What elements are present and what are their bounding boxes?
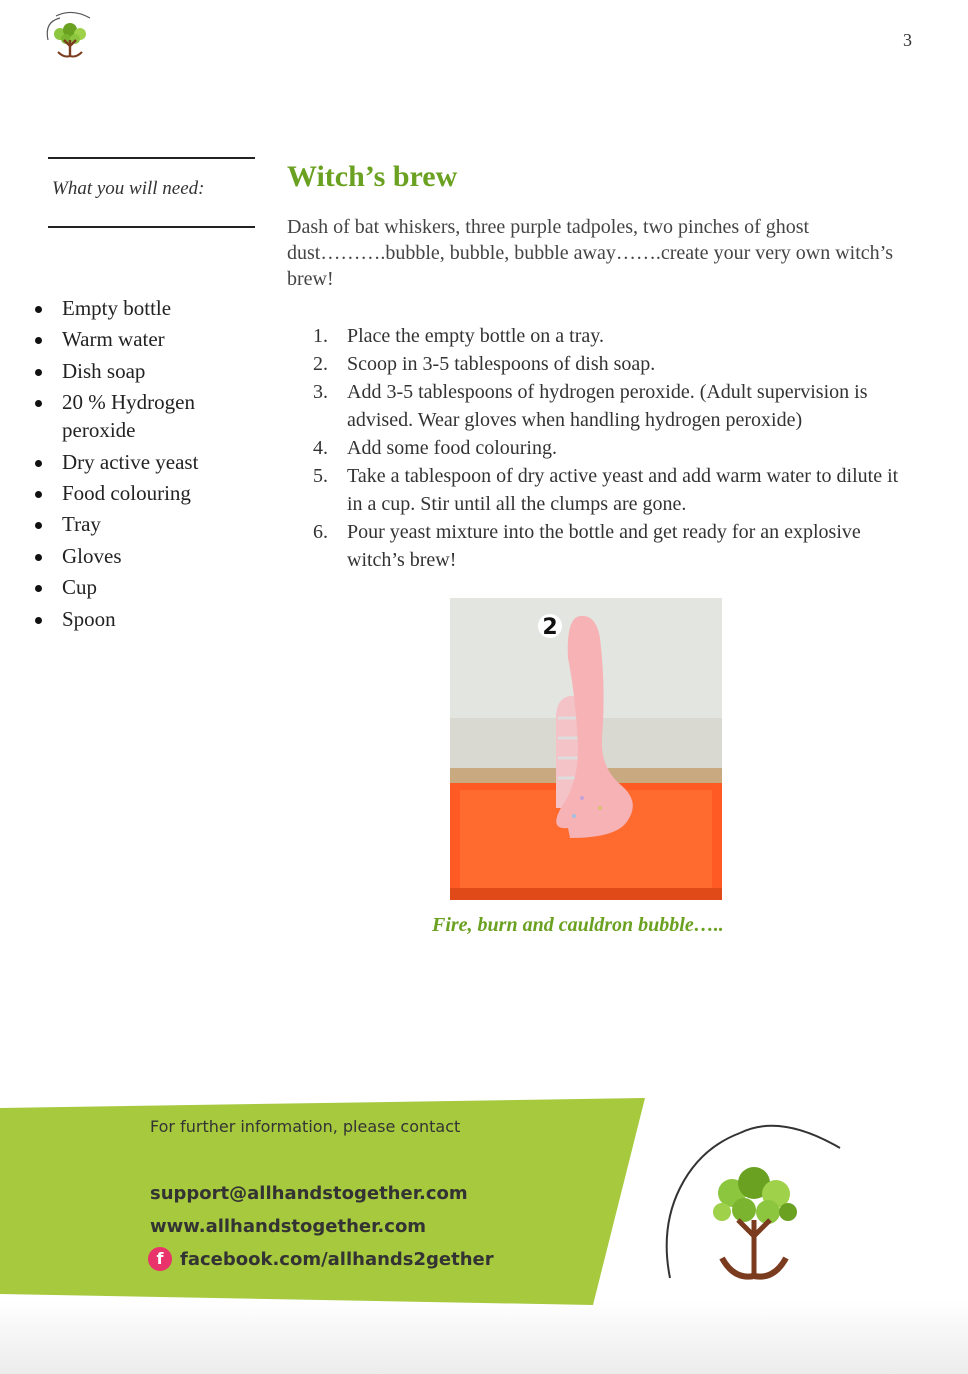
supply-item: 20 % Hydrogen peroxide (32, 388, 252, 444)
contact-website[interactable]: www.allhandstogether.com (150, 1216, 427, 1237)
step-item (313, 462, 913, 518)
step-item (313, 350, 913, 378)
step-text: Add some food colouring. (347, 437, 557, 459)
supply-item: Food colouring (32, 479, 252, 507)
step-text: Pour yeast mixture into the bottle and get ready for an explosive witch’s brew! (347, 521, 861, 571)
contact-facebook[interactable]: facebook.com/allhands2gether (180, 1249, 494, 1270)
header-logo (40, 8, 98, 62)
witches-brew-photo (450, 598, 722, 900)
supply-item: Empty bottle (32, 294, 252, 322)
supply-item: Tray (32, 510, 252, 538)
supplies-list (32, 294, 252, 636)
steps-list (313, 322, 913, 574)
step-text: Take a tablespoon of dry active yeast and add warm water to dilute it in a cup. Stir until all the clumps are gone. (347, 465, 899, 515)
facebook-icon: f (148, 1247, 172, 1271)
step-item (313, 378, 913, 434)
sidebar-top-rule (48, 157, 255, 159)
step-text: Add 3-5 tablespoons of hydrogen peroxide. (Adult supervision is advised. Wear gloves when handling hydrogen peroxide) (347, 381, 868, 431)
supply-item: Warm water (32, 325, 252, 353)
step-text: Place the empty bottle on a tray. (347, 325, 604, 347)
supply-item: Cup (32, 573, 252, 601)
supply-item: Gloves (32, 542, 252, 570)
step-number: 2. (313, 353, 328, 375)
page-title: Witch’s brew (287, 160, 458, 193)
step-item (313, 322, 913, 350)
sidebar-bottom-rule (48, 226, 255, 228)
photo-caption: Fire, burn and cauldron bubble….. (432, 914, 724, 936)
intro-paragraph: Dash of bat whiskers, three purple tadpoles, two pinches of ghost dust……….bubble, bubble, bubble away…….create your very own witch’s brew! (287, 216, 893, 290)
supply-item: Spoon (32, 605, 252, 633)
step-text: Scoop in 3-5 tablespoons of dish soap. (347, 353, 656, 375)
contact-heading: For further information, please contact (150, 1117, 461, 1136)
page-bottom-shade (0, 1300, 968, 1374)
contact-email[interactable]: support@allhandstogether.com (150, 1183, 468, 1204)
svg-text:2: 2 (542, 615, 558, 640)
supply-item: Dish soap (32, 357, 252, 385)
step-number: 1. (313, 325, 328, 347)
footer-logo (650, 1108, 850, 1298)
sidebar-label: What you will need: (52, 178, 205, 199)
supply-item: Dry active yeast (32, 448, 252, 476)
step-item (313, 518, 913, 574)
step-number: 4. (313, 437, 328, 459)
step-item (313, 434, 913, 462)
step-number: 5. (313, 465, 328, 487)
step-number: 6. (313, 521, 328, 543)
page-number: 3 (903, 30, 912, 50)
step-number: 3. (313, 381, 328, 403)
